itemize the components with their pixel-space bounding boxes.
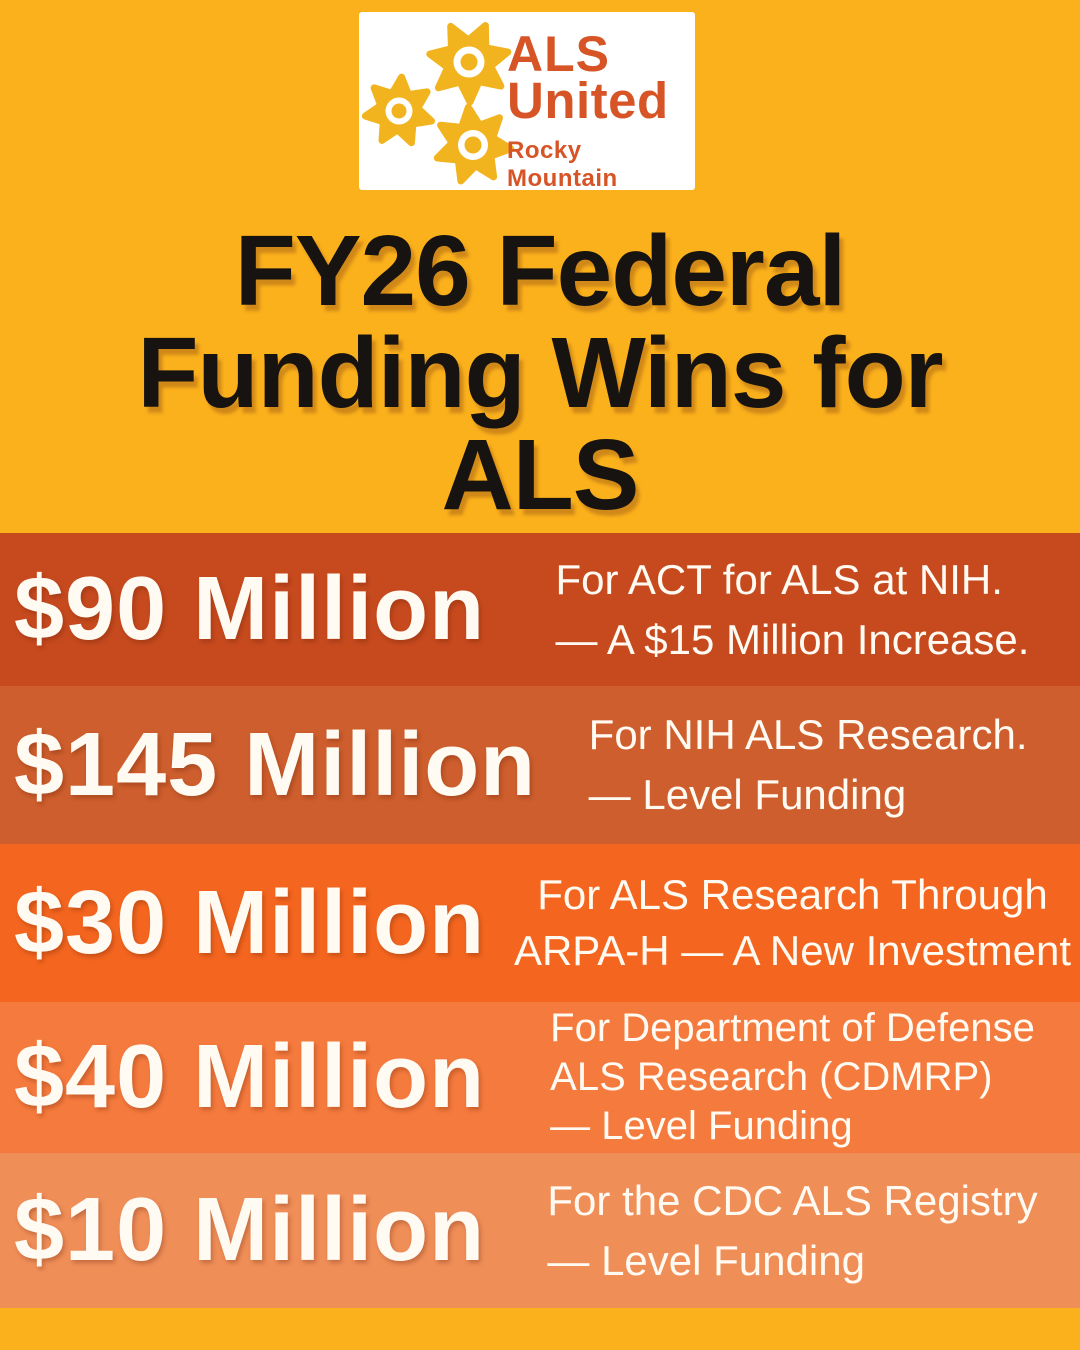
funding-amount: $40 Million	[14, 1027, 486, 1127]
funding-amount: $30 Million	[14, 872, 486, 973]
funding-amount: $145 Million	[14, 714, 537, 815]
description-line: For Department of Defense	[550, 1006, 1035, 1050]
description-line: — Level Funding	[547, 1236, 865, 1284]
description-line: For the CDC ALS Registry	[547, 1176, 1038, 1224]
funding-row-arpa-h	[0, 844, 1080, 1002]
funding-amount: $90 Million	[14, 559, 486, 659]
footer-band	[0, 1308, 1080, 1350]
funding-amount: $10 Million	[14, 1180, 486, 1280]
description-line: ARPA-H — A New Investment	[513, 927, 1072, 974]
title-line-2: Funding Wins for	[137, 317, 943, 429]
funding-description	[505, 867, 1080, 979]
funding-row-cdc-registry	[0, 1153, 1080, 1308]
description-line: For NIH ALS Research.	[588, 711, 1028, 758]
description-line: — A $15 Million Increase.	[555, 615, 1030, 663]
funding-row-nih-research	[0, 686, 1080, 844]
header-section	[0, 0, 1080, 533]
funding-description	[536, 705, 1080, 825]
logo-org-line2: United	[507, 72, 669, 129]
page-title	[137, 215, 943, 531]
title-line-3: ALS	[441, 419, 639, 531]
description-line: — Level Funding	[588, 771, 907, 818]
funding-row-act-for-als	[0, 533, 1080, 686]
description-line: For ACT for ALS at NIH.	[555, 555, 1003, 603]
als-united-logo	[359, 12, 695, 190]
description-line: ALS Research (CDMRP)	[550, 1055, 993, 1099]
logo-region-label: Rocky Mountain	[507, 137, 618, 190]
description-line: For ALS Research Through	[537, 871, 1048, 918]
neuron-cells-icon	[359, 14, 507, 190]
logo-text-column	[507, 26, 695, 190]
logo-org-line1: ALS	[507, 26, 610, 82]
funding-row-dod-cdmrp	[0, 1002, 1080, 1153]
title-line-1: FY26 Federal	[234, 215, 846, 327]
funding-description	[505, 550, 1080, 670]
description-line: — Level Funding	[550, 1104, 853, 1148]
funding-description	[505, 1004, 1080, 1151]
funding-description	[505, 1171, 1080, 1291]
